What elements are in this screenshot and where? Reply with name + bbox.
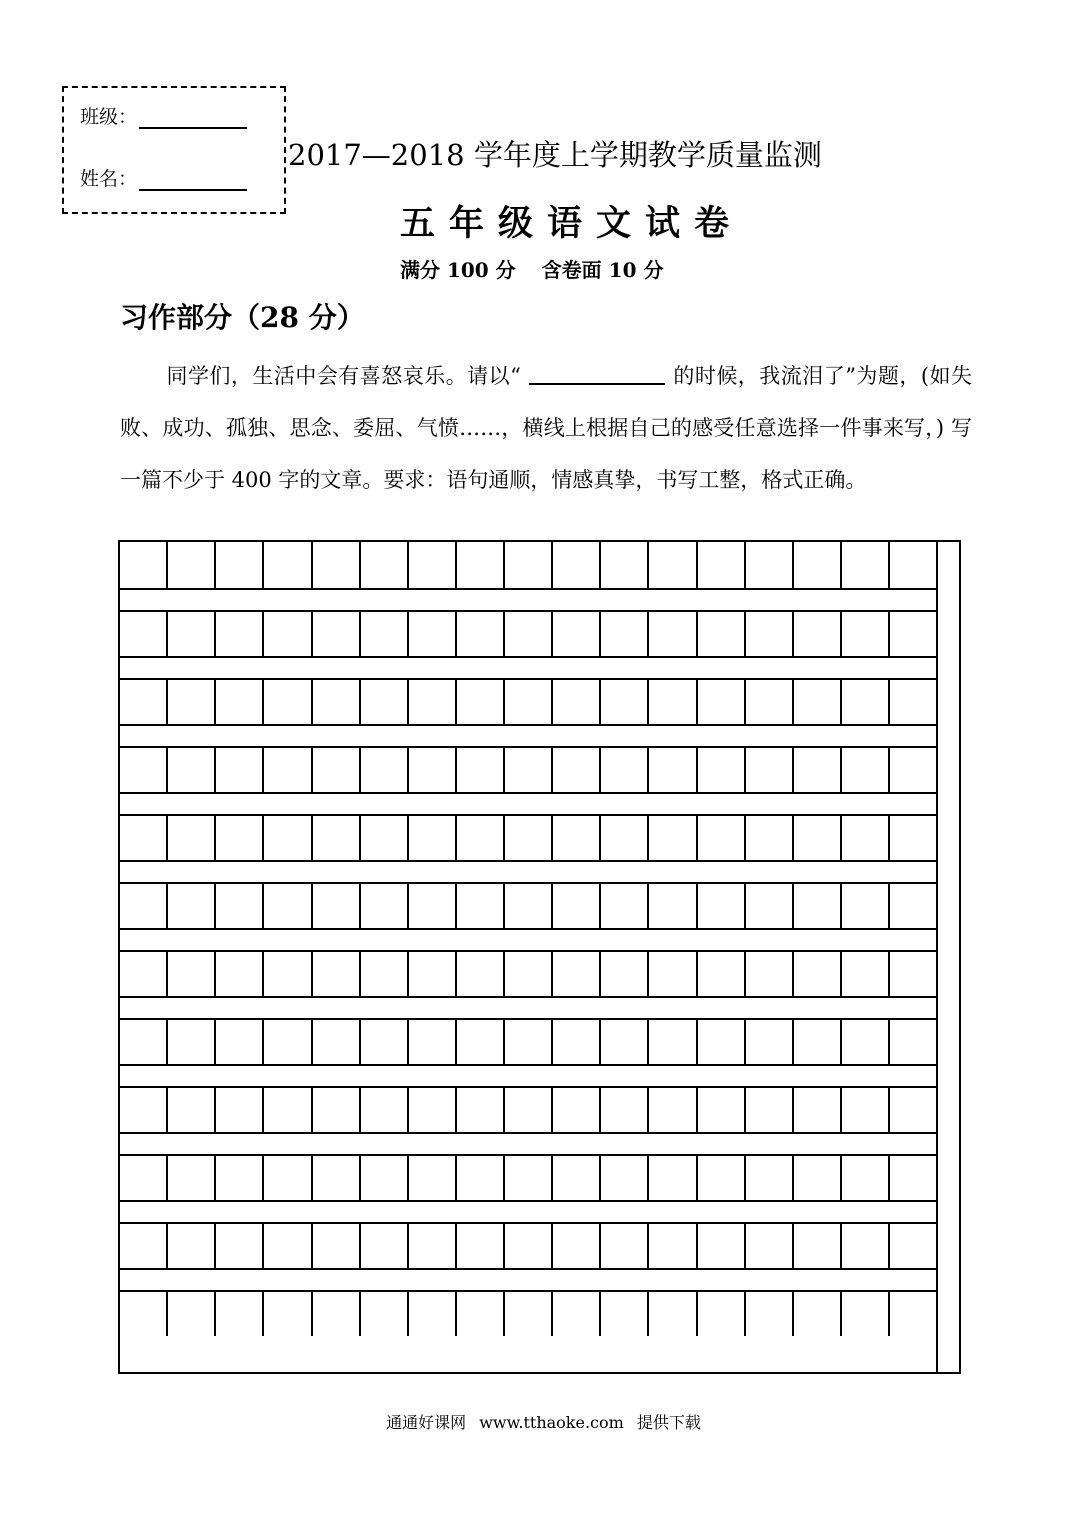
grid-cell[interactable] — [120, 678, 168, 724]
grid-cell[interactable] — [264, 746, 312, 792]
grid-cell[interactable] — [361, 950, 409, 996]
grid-cell[interactable] — [842, 746, 890, 792]
grid-cell[interactable] — [361, 1154, 409, 1200]
class-blank-line[interactable] — [139, 107, 247, 129]
grid-cell[interactable] — [264, 1222, 312, 1268]
grid-cell[interactable] — [698, 950, 746, 996]
grid-row — [120, 1018, 936, 1064]
grid-line — [120, 860, 936, 862]
grid-cell[interactable] — [313, 1154, 361, 1200]
grid-cell[interactable] — [505, 1290, 553, 1336]
grid-cell[interactable] — [842, 1290, 890, 1336]
grid-cell[interactable] — [601, 814, 649, 860]
grid-cell[interactable] — [457, 882, 505, 928]
grid-cell[interactable] — [168, 542, 216, 588]
grid-cell[interactable] — [216, 950, 264, 996]
grid-line — [120, 1268, 936, 1270]
grid-cell[interactable] — [120, 950, 168, 996]
grid-cell[interactable] — [553, 746, 601, 792]
grid-cell[interactable] — [505, 746, 553, 792]
grid-line — [120, 792, 936, 794]
grid-cell[interactable] — [168, 1086, 216, 1132]
grid-cell[interactable] — [264, 1018, 312, 1064]
grid-cell[interactable] — [168, 882, 216, 928]
grid-cell[interactable] — [794, 814, 842, 860]
grid-cell[interactable] — [361, 1290, 409, 1336]
grid-cell[interactable] — [505, 1222, 553, 1268]
grid-cell[interactable] — [746, 746, 794, 792]
grid-cell[interactable] — [794, 882, 842, 928]
grid-cell[interactable] — [120, 1154, 168, 1200]
grid-cell[interactable] — [698, 542, 746, 588]
grid-cell[interactable] — [890, 1290, 936, 1336]
name-field[interactable] — [80, 164, 247, 191]
grid-cell[interactable] — [409, 1222, 457, 1268]
grid-cell[interactable] — [264, 542, 312, 588]
grid-cell[interactable] — [168, 1018, 216, 1064]
grid-cell[interactable] — [457, 610, 505, 656]
grid-cell[interactable] — [457, 814, 505, 860]
grid-cell[interactable] — [890, 746, 936, 792]
grid-row — [120, 1290, 936, 1336]
grid-cell[interactable] — [794, 1086, 842, 1132]
grid-line — [120, 1200, 936, 1202]
grid-cell[interactable] — [168, 950, 216, 996]
grid-cell[interactable] — [264, 1154, 312, 1200]
exam-title: 2017—2018 学年度上学期教学质量监测 — [288, 138, 822, 172]
grid-cell[interactable] — [409, 1086, 457, 1132]
grid-line — [120, 1064, 936, 1066]
grid-row — [120, 610, 936, 656]
grid-cell[interactable] — [553, 678, 601, 724]
grid-cell[interactable] — [698, 1086, 746, 1132]
footer-suffix: 提供下载 — [636, 1413, 701, 1432]
exam-name: 五年级语文试卷 — [400, 203, 744, 244]
grid-cell[interactable] — [264, 1290, 312, 1336]
grid-cell[interactable] — [313, 746, 361, 792]
grid-cell[interactable] — [746, 1018, 794, 1064]
grid-cell[interactable] — [361, 1222, 409, 1268]
grid-cell[interactable] — [505, 610, 553, 656]
grid-cell[interactable] — [649, 1154, 697, 1200]
grid-cell[interactable] — [698, 1154, 746, 1200]
grid-line — [120, 656, 936, 658]
grid-line — [120, 996, 936, 998]
grid-cell[interactable] — [890, 542, 936, 588]
grid-cell[interactable] — [505, 1154, 553, 1200]
grid-cell[interactable] — [505, 1086, 553, 1132]
grid-cell[interactable] — [601, 882, 649, 928]
grid-cell[interactable] — [361, 882, 409, 928]
grid-cell[interactable] — [120, 1222, 168, 1268]
grid-cell[interactable] — [746, 1222, 794, 1268]
grid-cell[interactable] — [553, 542, 601, 588]
grid-cell[interactable] — [649, 610, 697, 656]
grid-cell[interactable] — [698, 610, 746, 656]
grid-cell[interactable] — [264, 678, 312, 724]
grid-cell[interactable] — [361, 814, 409, 860]
grid-row — [120, 542, 936, 588]
score-info — [400, 254, 663, 283]
grid-cell[interactable] — [649, 950, 697, 996]
class-field[interactable] — [80, 102, 247, 129]
grid-row — [120, 882, 936, 928]
grid-cell[interactable] — [553, 1086, 601, 1132]
grid-cell[interactable] — [890, 814, 936, 860]
grid-cell[interactable] — [746, 610, 794, 656]
grid-cell[interactable] — [216, 814, 264, 860]
grid-cell[interactable] — [553, 1018, 601, 1064]
grid-cell[interactable] — [842, 610, 890, 656]
grid-cell[interactable] — [409, 950, 457, 996]
grid-cell[interactable] — [842, 882, 890, 928]
grid-cell[interactable] — [794, 950, 842, 996]
grid-cell[interactable] — [409, 1154, 457, 1200]
grid-line — [120, 1132, 936, 1134]
grid-cell[interactable] — [313, 1018, 361, 1064]
grid-cell[interactable] — [890, 678, 936, 724]
class-label: 班级： — [80, 106, 138, 128]
section-title: 习作部分（28 分） — [120, 301, 365, 334]
grid-cell[interactable] — [505, 1018, 553, 1064]
grid-cell[interactable] — [698, 1018, 746, 1064]
grid-cell[interactable] — [553, 1154, 601, 1200]
grid-row — [120, 950, 936, 996]
grid-cell[interactable] — [698, 1290, 746, 1336]
grid-cell[interactable] — [168, 610, 216, 656]
grid-cell[interactable] — [361, 610, 409, 656]
grid-cell[interactable] — [361, 1086, 409, 1132]
grid-cell[interactable] — [505, 678, 553, 724]
grid-cell[interactable] — [553, 950, 601, 996]
grid-cell[interactable] — [794, 1222, 842, 1268]
grid-cell[interactable] — [264, 1086, 312, 1132]
grid-cell[interactable] — [457, 542, 505, 588]
grid-cell[interactable] — [505, 882, 553, 928]
grid-cell[interactable] — [457, 1222, 505, 1268]
grid-cell[interactable] — [264, 950, 312, 996]
grid-cell[interactable] — [313, 1086, 361, 1132]
grid-cell[interactable] — [505, 814, 553, 860]
grid-cell[interactable] — [794, 678, 842, 724]
grid-cell[interactable] — [409, 542, 457, 588]
grid-cell[interactable] — [649, 746, 697, 792]
grid-cell[interactable] — [457, 746, 505, 792]
grid-cell[interactable] — [505, 542, 553, 588]
grid-cell[interactable] — [120, 610, 168, 656]
grid-row — [120, 746, 936, 792]
grid-cell[interactable] — [168, 678, 216, 724]
grid-cell[interactable] — [794, 1154, 842, 1200]
grid-cell[interactable] — [553, 814, 601, 860]
grid-cell[interactable] — [601, 1018, 649, 1064]
grid-cell[interactable] — [168, 1290, 216, 1336]
name-label: 姓名： — [80, 168, 138, 190]
grid-cell[interactable] — [649, 678, 697, 724]
footer-site-name: 通通好课网 — [386, 1413, 467, 1432]
grid-cell[interactable] — [457, 1086, 505, 1132]
grid-right-margin — [936, 542, 938, 1372]
grid-line — [120, 724, 936, 726]
name-blank-line[interactable] — [139, 169, 247, 191]
grid-cell[interactable] — [216, 610, 264, 656]
grid-cell[interactable] — [409, 678, 457, 724]
grid-cell[interactable] — [409, 610, 457, 656]
grid-cell[interactable] — [842, 678, 890, 724]
grid-cell[interactable] — [890, 610, 936, 656]
grid-cell[interactable] — [890, 950, 936, 996]
grid-cell[interactable] — [264, 882, 312, 928]
grid-cell[interactable] — [698, 746, 746, 792]
grid-cell[interactable] — [264, 610, 312, 656]
grid-cell[interactable] — [649, 814, 697, 860]
grid-cell[interactable] — [698, 678, 746, 724]
grid-cell[interactable] — [409, 1290, 457, 1336]
score-full: 满分 100 分 — [400, 258, 516, 282]
grid-cell[interactable] — [553, 882, 601, 928]
grid-cell[interactable] — [361, 678, 409, 724]
grid-cell[interactable] — [216, 1222, 264, 1268]
grid-cell[interactable] — [601, 1222, 649, 1268]
grid-cell[interactable] — [794, 1290, 842, 1336]
grid-cell[interactable] — [601, 542, 649, 588]
grid-cell[interactable] — [794, 746, 842, 792]
grid-cell[interactable] — [794, 610, 842, 656]
title-blank-line[interactable] — [529, 359, 665, 385]
grid-cell[interactable] — [120, 542, 168, 588]
grid-cell[interactable] — [168, 1222, 216, 1268]
grid-cell[interactable] — [890, 1222, 936, 1268]
grid-cell[interactable] — [842, 542, 890, 588]
grid-cell[interactable] — [457, 1290, 505, 1336]
grid-cell[interactable] — [457, 1154, 505, 1200]
grid-cell[interactable] — [842, 1222, 890, 1268]
grid-cell[interactable] — [313, 610, 361, 656]
prompt-text-after: 的时候，我流泪了”为题，(如失败、成功、孤独、思念、委屈、气愤……，横线上根据自己的感受任意选择一件事来写，) 写一篇不少于 400 字的文章。要求：语句通顺，情感真挚，书写工整，格式正确。 — [120, 364, 973, 492]
grid-cell[interactable] — [216, 1086, 264, 1132]
grid-cell[interactable] — [120, 1290, 168, 1336]
grid-cell[interactable] — [649, 882, 697, 928]
grid-cell[interactable] — [842, 1086, 890, 1132]
grid-cell[interactable] — [313, 1290, 361, 1336]
grid-cell[interactable] — [649, 1018, 697, 1064]
grid-cell[interactable] — [649, 1086, 697, 1132]
grid-cell[interactable] — [313, 1222, 361, 1268]
grid-cell[interactable] — [313, 950, 361, 996]
grid-cell[interactable] — [168, 746, 216, 792]
grid-cell[interactable] — [746, 814, 794, 860]
grid-line — [120, 928, 936, 930]
grid-cell[interactable] — [890, 1018, 936, 1064]
grid-line — [120, 588, 936, 590]
grid-cell[interactable] — [409, 882, 457, 928]
score-extra: 含卷面 10 分 — [541, 258, 664, 282]
student-info-box — [62, 86, 286, 214]
grid-cell[interactable] — [457, 1018, 505, 1064]
grid-cell[interactable] — [457, 950, 505, 996]
grid-cell[interactable] — [842, 814, 890, 860]
grid-cell[interactable] — [409, 746, 457, 792]
grid-cell[interactable] — [746, 678, 794, 724]
grid-cell[interactable] — [168, 814, 216, 860]
grid-cell[interactable] — [746, 950, 794, 996]
grid-cell[interactable] — [457, 678, 505, 724]
grid-cell[interactable] — [649, 1290, 697, 1336]
prompt-text-before: 同学们，生活中会有喜怒哀乐。请以“ — [166, 364, 521, 388]
grid-cell[interactable] — [794, 1018, 842, 1064]
grid-cell[interactable] — [216, 1018, 264, 1064]
grid-cell[interactable] — [698, 882, 746, 928]
grid-cell[interactable] — [698, 814, 746, 860]
grid-cell[interactable] — [842, 1018, 890, 1064]
grid-cell[interactable] — [216, 678, 264, 724]
footer-url: www.tthaoke.com — [479, 1413, 624, 1432]
grid-row — [120, 1222, 936, 1268]
grid-cell[interactable] — [264, 814, 312, 860]
grid-cell[interactable] — [746, 1154, 794, 1200]
grid-cell[interactable] — [216, 1290, 264, 1336]
grid-cell[interactable] — [553, 1222, 601, 1268]
grid-row — [120, 1154, 936, 1200]
grid-cell[interactable] — [120, 1018, 168, 1064]
writing-prompt — [120, 350, 972, 506]
grid-cell[interactable] — [601, 746, 649, 792]
grid-cell[interactable] — [120, 746, 168, 792]
grid-cell[interactable] — [120, 882, 168, 928]
grid-cell[interactable] — [120, 814, 168, 860]
grid-cell[interactable] — [361, 1018, 409, 1064]
grid-cell[interactable] — [842, 1154, 890, 1200]
grid-cell[interactable] — [168, 1154, 216, 1200]
grid-row — [120, 814, 936, 860]
grid-cell[interactable] — [601, 1290, 649, 1336]
grid-cell[interactable] — [890, 1154, 936, 1200]
footer — [0, 1410, 1087, 1433]
grid-cell[interactable] — [120, 1086, 168, 1132]
composition-grid[interactable] — [118, 540, 961, 1374]
grid-cell[interactable] — [313, 814, 361, 860]
grid-cell[interactable] — [216, 746, 264, 792]
grid-cell[interactable] — [698, 1222, 746, 1268]
grid-cell[interactable] — [890, 1086, 936, 1132]
grid-cell[interactable] — [216, 1154, 264, 1200]
grid-row — [120, 1086, 936, 1132]
grid-cell[interactable] — [361, 746, 409, 792]
grid-cell[interactable] — [216, 542, 264, 588]
grid-cell[interactable] — [746, 1290, 794, 1336]
grid-cell[interactable] — [601, 1086, 649, 1132]
grid-cell[interactable] — [601, 678, 649, 724]
grid-cell[interactable] — [601, 1154, 649, 1200]
grid-cell[interactable] — [842, 950, 890, 996]
grid-cell[interactable] — [746, 542, 794, 588]
grid-cell[interactable] — [601, 950, 649, 996]
grid-cell[interactable] — [746, 882, 794, 928]
grid-cell[interactable] — [794, 542, 842, 588]
grid-cell[interactable] — [361, 542, 409, 588]
grid-cell[interactable] — [553, 610, 601, 656]
grid-cell[interactable] — [890, 882, 936, 928]
grid-cell[interactable] — [649, 542, 697, 588]
grid-cell[interactable] — [409, 814, 457, 860]
grid-cell[interactable] — [313, 678, 361, 724]
grid-cell[interactable] — [505, 950, 553, 996]
grid-cell[interactable] — [601, 610, 649, 656]
grid-cell[interactable] — [409, 1018, 457, 1064]
grid-row — [120, 678, 936, 724]
grid-cell[interactable] — [216, 882, 264, 928]
grid-cell[interactable] — [313, 882, 361, 928]
grid-cell[interactable] — [649, 1222, 697, 1268]
grid-cell[interactable] — [746, 1086, 794, 1132]
grid-cell[interactable] — [313, 542, 361, 588]
grid-cell[interactable] — [553, 1290, 601, 1336]
